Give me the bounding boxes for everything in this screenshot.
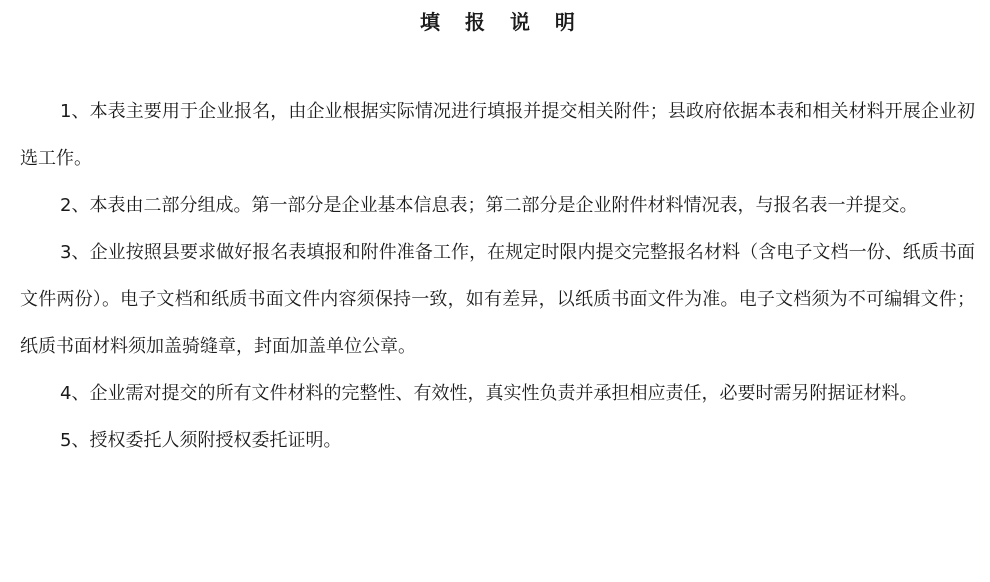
document-title: 填 报 说 明 <box>420 10 584 34</box>
instruction-paragraph-1: 1、本表主要用于企业报名，由企业根据实际情况进行填报并提交相关附件；县政府依据本表和相关材料开展企业初选工作。 <box>20 101 975 169</box>
instruction-paragraph-5: 5、授权委托人须附授权委托证明。 <box>60 430 342 451</box>
instruction-paragraph-3: 3、企业按照县要求做好报名表填报和附件准备工作，在规定时限内提交完整报名材料（含电子文档一份、纸质书面文件两份）。电子文档和纸质书面文件内容须保持一致，如有差异，以纸质书面文件为准。电子文档须为不可编辑文件；纸质书面材料须加盖骑缝章，封面加盖单位公章。 <box>20 242 975 357</box>
instruction-paragraph-4: 4、企业需对提交的所有文件材料的完整性、有效性，真实性负责并承担相应责任，必要时需另附据证材料。 <box>60 383 918 404</box>
instruction-paragraph-2: 2、本表由二部分组成。第一部分是企业基本信息表；第二部分是企业附件材料情况表，与报名表一并提交。 <box>60 195 918 216</box>
document-page <box>20 0 975 464</box>
